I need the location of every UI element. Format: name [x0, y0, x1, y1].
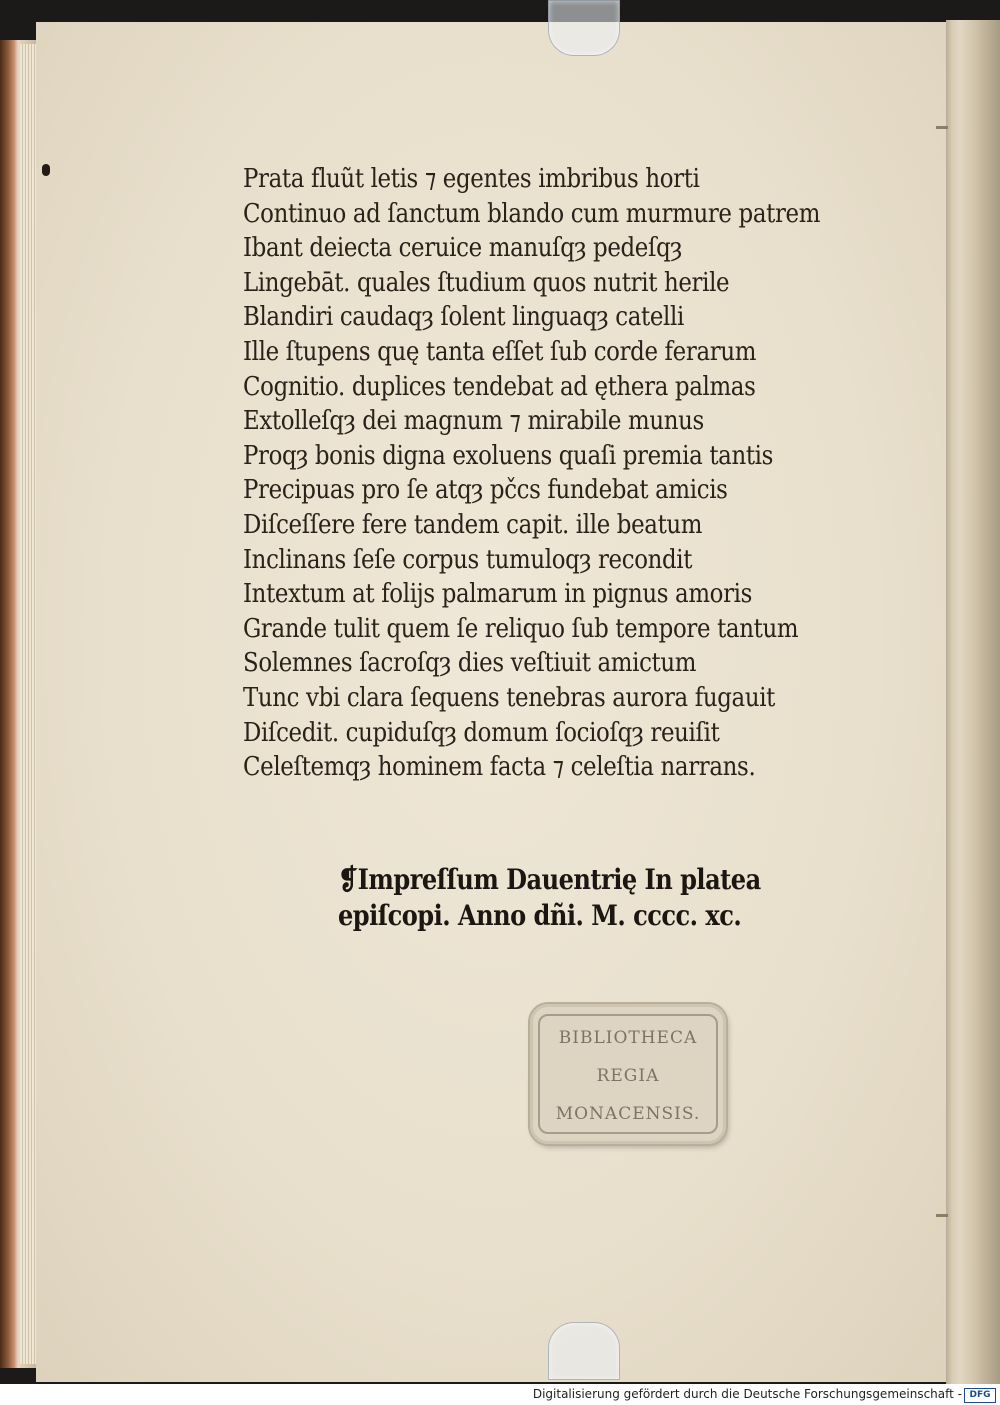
- dfg-logo-icon: DFG: [964, 1388, 996, 1403]
- text-line: Ibant deiecta ceruice manuſqȝ pedeſqȝ: [243, 233, 682, 264]
- page-clip-bottom: [548, 1322, 620, 1380]
- text-line: Continuo ad ſanctum blando cum murmure patrem: [243, 198, 821, 229]
- main-text: [243, 162, 843, 785]
- colophon-text-1: Impreſſum Dauentrię In platea: [357, 863, 761, 896]
- text-line: Cognitio. duplices tendebat ad ęthera palmas: [243, 371, 756, 402]
- edge-mark: [936, 1214, 948, 1217]
- colophon-line-2: epiſcopi. Anno dñi. M. cccc. xc.: [338, 899, 742, 932]
- page-stack-left: [20, 44, 36, 1364]
- text-line: Lingebāt. quales ſtudium quos nutrit herile: [243, 267, 730, 298]
- text-line: Celeſtemqȝ hominem facta ⁊ celeſtia narrans.: [243, 752, 756, 783]
- stamp-line-3: MONACENSIS.: [555, 1104, 701, 1124]
- text-line: Blandiri caudaqȝ ſolent linguaqȝ catelli: [243, 302, 684, 333]
- text-line: Precipuas pro ſe atqȝ pčcs fundebat amicis: [243, 475, 728, 506]
- colophon: [338, 862, 808, 934]
- text-line: Diſcedit. cupiduſqȝ domum ſocioſqȝ reuiſit: [243, 717, 720, 748]
- page-clip-top: [548, 0, 620, 56]
- text-line: Prata fluũt letis ⁊ egentes imbribus horti: [243, 164, 700, 194]
- text-line: Diſceſſere fere tandem capit. ille beatum: [243, 509, 703, 540]
- paragraph-mark-icon: ❡: [338, 863, 358, 896]
- text-line: Extolleſqȝ dei magnum ⁊ mirabile munus: [243, 406, 704, 437]
- stamp-line-2: REGIA: [596, 1066, 660, 1086]
- text-line: Solemnes ſacroſqȝ dies veſtiuit amictum: [243, 648, 697, 679]
- text-line: Grande tulit quem ſe reliquo ſub tempore tantum: [243, 613, 799, 644]
- colophon-line-1: [338, 862, 761, 898]
- text-line: Tunc vbi clara ſequens tenebras aurora fugauit: [243, 682, 776, 713]
- page-stack-right: [946, 20, 1000, 1384]
- stamp-line-1: BIBLIOTHECA: [558, 1028, 698, 1048]
- text-line: Ille ſtupens quę tanta eſſet ſub corde ferarum: [243, 336, 757, 367]
- text-line: Proqȝ bonis digna exoluens quaſi premia tantis: [243, 440, 774, 471]
- footer-credit: Digitalisierung gefördert durch die Deutsche Forschungsgemeinschaft -: [532, 1387, 962, 1401]
- footer-bar: [0, 1384, 1000, 1405]
- library-stamp: [530, 1004, 726, 1144]
- edge-mark: [936, 126, 948, 129]
- text-line: Intextum at folijs palmarum in pignus amoris: [243, 579, 753, 610]
- ink-dot: [42, 164, 50, 176]
- text-line: Inclinans ſeſe corpus tumuloqȝ recondit: [243, 544, 693, 575]
